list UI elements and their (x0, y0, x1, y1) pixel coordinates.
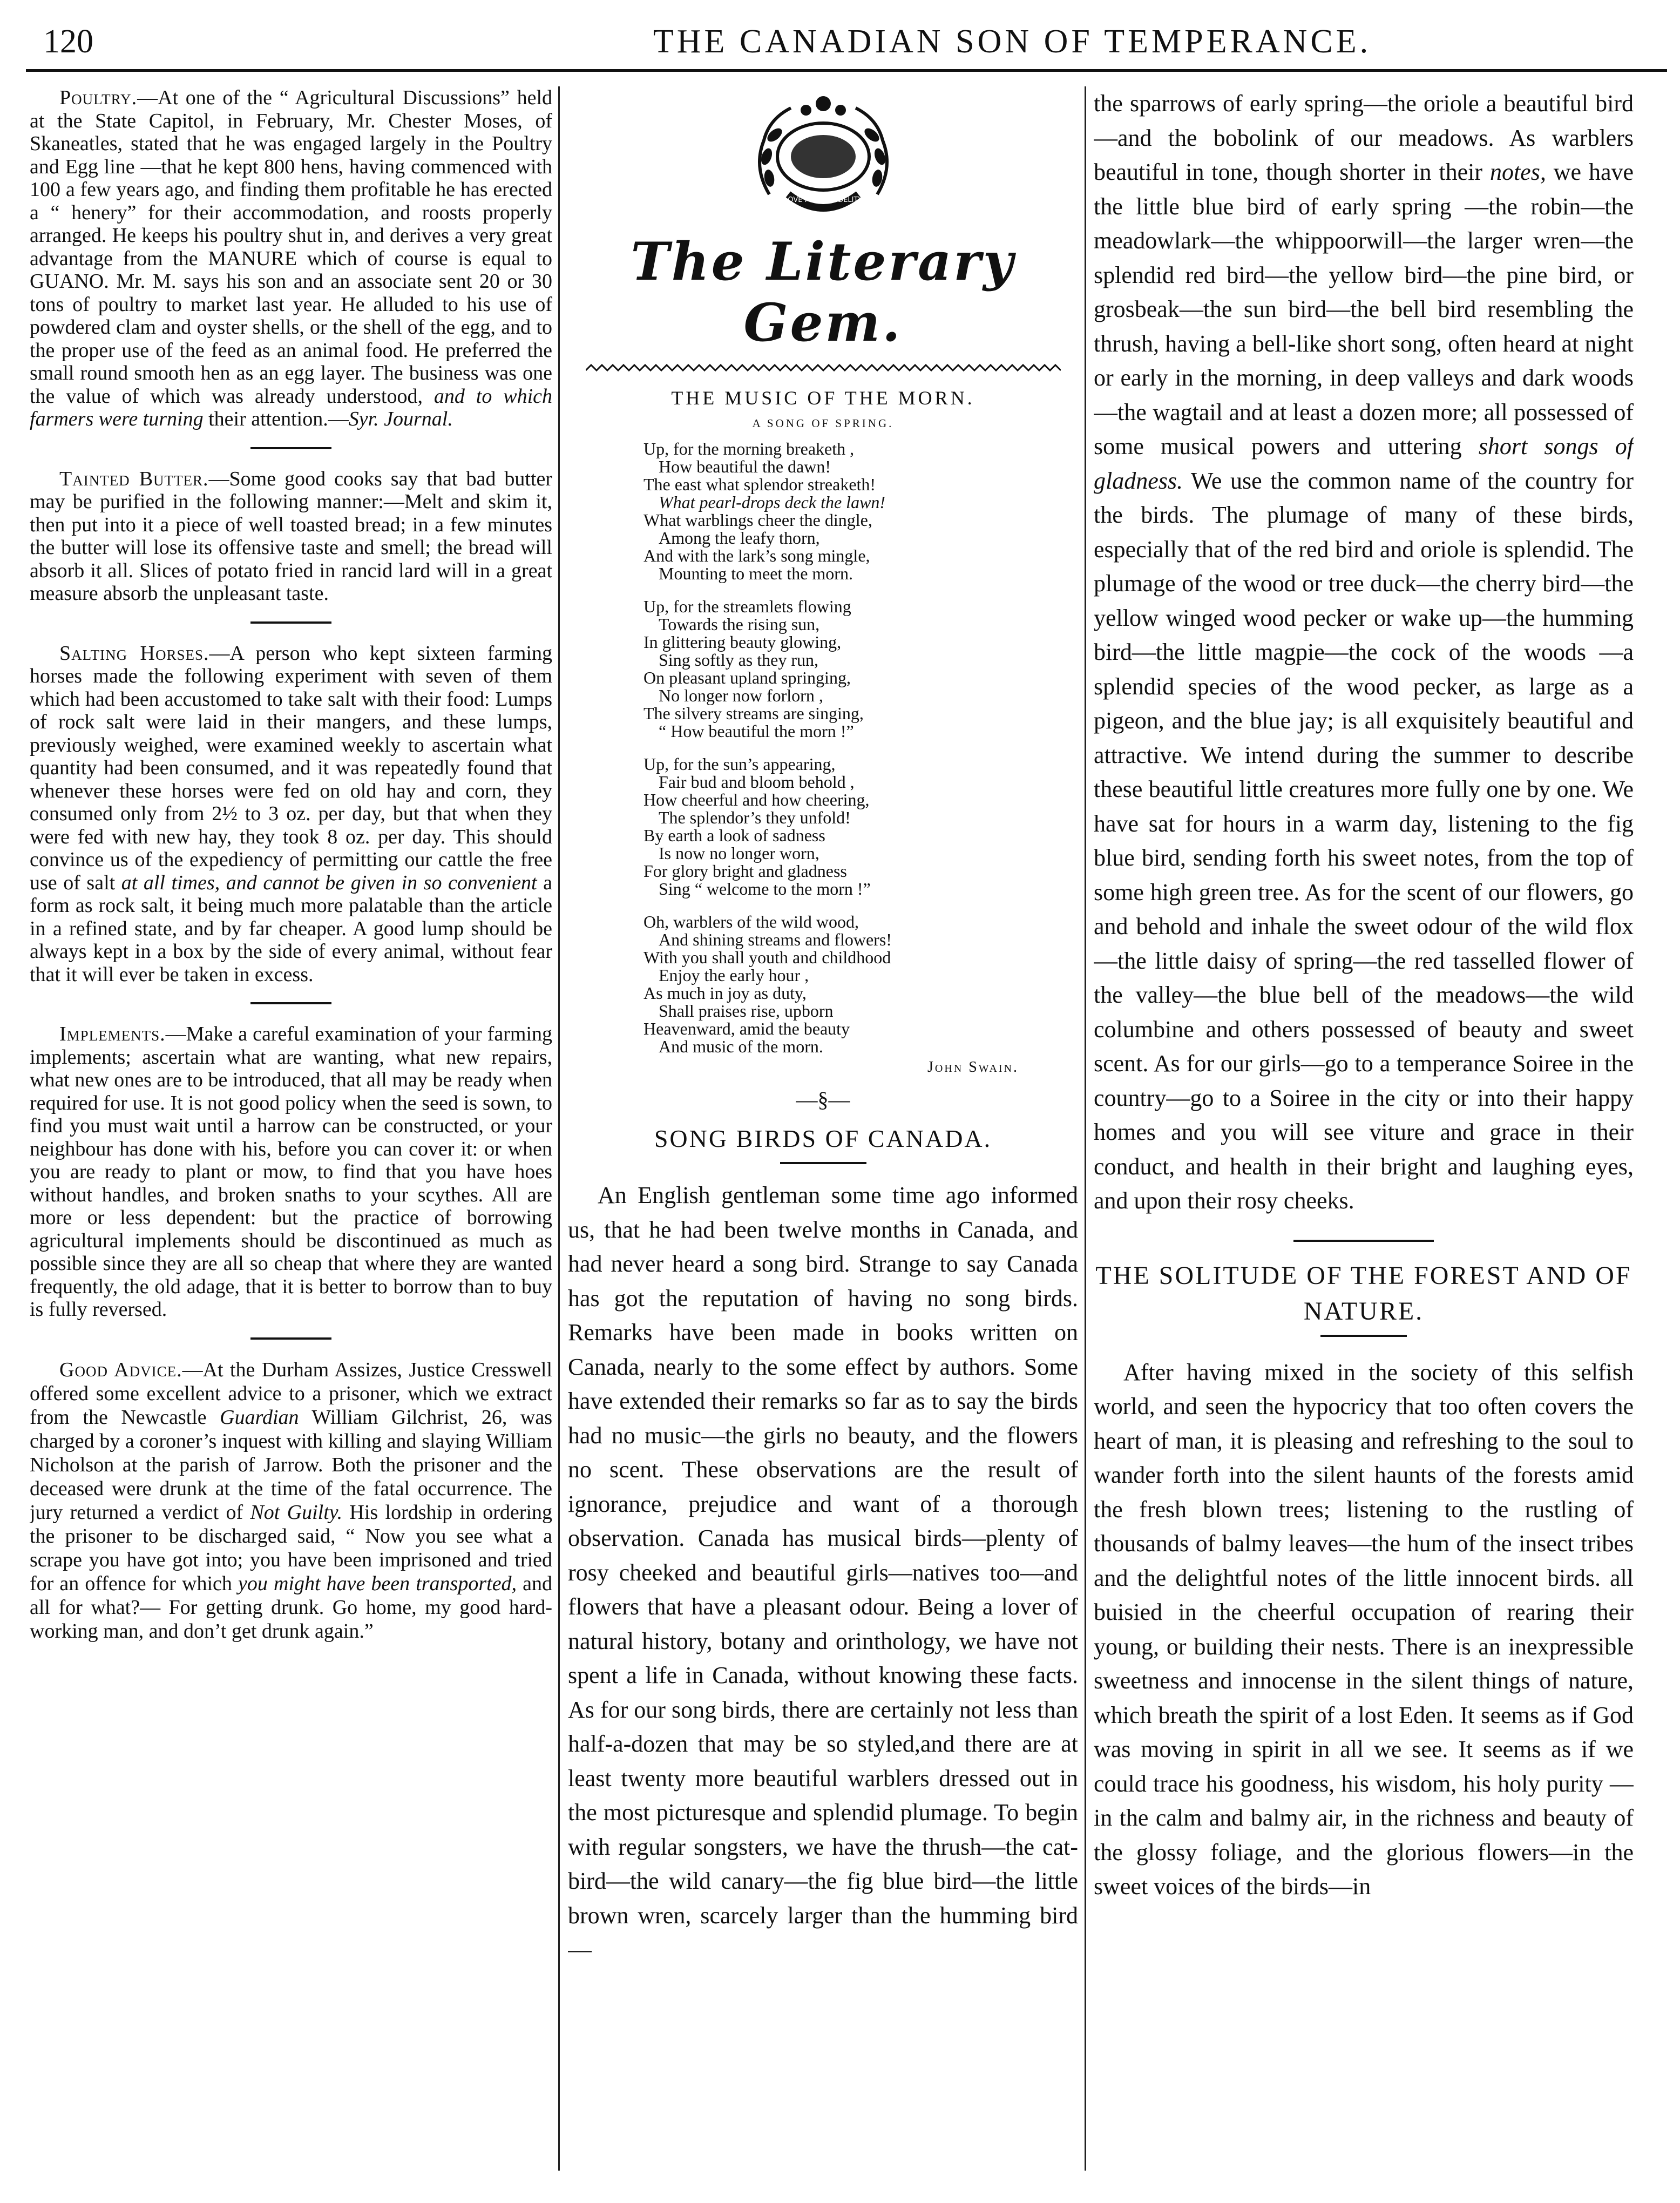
zigzag-divider (586, 363, 1061, 373)
column-right (1094, 86, 1634, 2181)
article-head: Implements. (59, 1023, 166, 1045)
article-solitude: After having mixed in the society of this selfish world, and seen the hypocricy that too often covers the heart of man, it is pleasing and refreshing to the soul to wander forth into the silent haunts of the forests amid the fresh blown trees; listening to the rustling of thousands of balmy leaves—the hum of the insect tribes and the delightful notes of the little innocent birds. all buisied in the cheerful occupation of rearing their young, or building their nests. There is an inexpressible sweetness and innocense in the silent things of nature, which breath the spirit of a lost Eden. It seems as if God was moving in spirit in all we see. It seems as if we could trace his goodness, his wisdom, his holy purity — in the calm and balmy air, in the richness and beauty of the glossy foliage, and the glorious flowers—in the sweet voices of the birds—in (1094, 1359, 1634, 1900)
emblem-motto: LOVE PURITY FIDELITY (784, 196, 862, 204)
column-middle (568, 86, 1078, 2181)
column-left (30, 86, 552, 2181)
article-poultry: Poultry.—At one of the “ Agricultural Discussions” held at the State Capitol, in February, Mr. Chester Moses, of Skaneatles, stated that he was engaged largely in the Poultry and Egg line —that he kept 800 hens, having commenced with 100 a few years ago, and finding them profitable he has erected a “ henery” for their accommodation, and roosts properly arranged. He keeps his poultry shut in, and derives a very great advantage from the MANURE which of course is equal to GUANO. Mr. M. says his son and an associate sent 20 or 30 tons of poultry to market last year. He alluded to his use of powdered clam and oyster shells, or the shell of the egg, and to the proper use of the feed as an animal food. He preferred the small round smooth hen as an egg layer. The business was one the value of which was already understood, and to which farmers were turning their attention.—Syr. Journal. (30, 86, 552, 430)
article-head: Salting Horses. (59, 641, 209, 665)
divider-rule (250, 447, 331, 449)
divider-rule (1320, 1335, 1407, 1337)
temperance-emblem-icon (737, 86, 910, 227)
article-tainted-butter: Tainted Butter.—Some good cooks say that bad butter may be purified in the following manner:—Melt and skim it, then put into it a piece of well toasted bread; in a few minutes the butter will lose its offensive taste and smell; the bread will absorb it all. Slices of potato fried in rancid lard will in a great measure absorb the unpleasant taste. (30, 467, 552, 605)
article-title-song-birds: SONG BIRDS OF CANADA. (654, 1125, 992, 1152)
column-divider (558, 86, 560, 2171)
poem-stanza: Up, for the morning breaketh , How beautiful the dawn! The east what splendor streaketh! What pearl-drops deck the lawn! What warblings cheer the dingle, Among the leafy thorn, And with the lark’s song mingle, Mounting to meet the morn. (643, 439, 886, 583)
article-salting-horses: Salting Horses.—A person who kept sixteen farming horses made the following experiment with seven of them which had been accustomed to take salt with their food: Lumps of rock salt were laid in their mangers, and these lumps, previously weighed, were examined weekly to ascertain what quantity had been consumed, and it was repeatedly found that whenever these horses were fed on old hay and corn, they consumed only from 2½ to 3 oz. per day, but that when they were fed with new hay, they took 8 oz. per day. This should convince us of the expediency of permitting our cattle the free use of salt at all times, and cannot be given in so convenient a form as rock salt, it being much more palatable than the article in a refined state, and by far cheaper. A good lump should be always kept in a box by the side of every animal, without fear that it will ever be taken in excess. (30, 641, 552, 986)
divider-rule (250, 1002, 331, 1004)
masthead-title: THE CANADIAN SON OF TEMPERANCE. (653, 23, 1372, 60)
divider-rule (250, 621, 331, 624)
poem-author: John Swain. (927, 1059, 1019, 1076)
divider-rule (780, 1162, 866, 1164)
article-song-birds: An English gentleman some time ago informed us, that he had been twelve months in Canada, and had never heard a song bird. Strange to say Canada has got the reputation of having no song birds. Remarks have been made in books written on Canada, nearly to the some effect by authors. Some have extended their remarks so far as to say the birds had no music—the girls no beauty, and the flowers no scent. These observations are the result of ignorance, prejudice and want of a thorough observation. Canada has musical birds—plenty of rosy cheeked and beautiful girls—natives too—and flowers that have a pleasant odour. Being a lover of natural history, botany and orinthology, we have not spent a life in Canada, without knowing these facts. As for our song birds, there are certainly not less than half-a-dozen that may be so styled,and there are at least twenty more beautiful warblers dressed out in the most picturesque and splendid plumage. To begin with regular songsters, we have the thrush—the cat-bird—the wild canary—the fig blue bird—the little brown wren, scarcely larger than the humming bird— (568, 1182, 1078, 1963)
article-good-advice: Good Advice.—At the Durham Assizes, Justice Cresswell offered some excellent advice to a prisoner, which we extract from the Newcastle Guardian William Gilchrist, 26, was charged by a coroner’s inquest with killing and slaying William Nicholson at the parish of Jarrow. Both the prisoner and the deceased were drunk at the time of the fatal occurrence. The jury returned a verdict of Not Guilty. His lordship in ordering the prisoner to be discharged said, “ Now you see what a scrape you have got into; you have been imprisoned and tried for an offence for which you might have been transported, and all for what?— For getting drunk. Go home, my good hard-working man, and don’t get drunk again.” (30, 1358, 552, 1643)
article-head: Tainted Butter. (59, 467, 209, 490)
column-divider (1085, 86, 1086, 2171)
page-number: 120 (43, 23, 93, 60)
section-masthead: The Literary Gem. (631, 231, 1015, 353)
divider-rule (1293, 1240, 1434, 1242)
poem-subtitle: A SONG OF SPRING. (752, 417, 894, 430)
article-head: Good Advice. (59, 1358, 182, 1381)
divider-rule (250, 1337, 331, 1340)
section-ornament: —§— (796, 1087, 850, 1112)
poem-stanza: Up, for the sun’s appearing, Fair bud and bloom behold , How cheerful and how cheering, The splendor’s they unfold! By earth a look of sadness Is now no longer worn, For glory bright and gladness Sing “ welcome to the morn !” (643, 754, 871, 898)
article-head: Poultry. (59, 86, 138, 109)
article-song-birds-continued: the sparrows of early spring—the oriole a beautiful bird—and the bobolink of our meadows. As warblers beautiful in tone, though shorter in their notes, we have the little blue bird of early spring —the robin—the meadowlark—the whippoorwill—the larger wren—the splendid red bird—the yellow bird—the pine bird, or grosbeak—the sun bird—the bell bird resembling the thrush, having a bell-like short song, often heard at night or early in the morning, in deep valleys and dark woods—the wagtail and at least a dozen more; all possessed of some musical powers and uttering short songs of gladness. We use the common name of the country for the birds. The plumage of many of these birds, especially that of the red bird and oriole is splendid. The plumage of the wood or tree duck—the cherry bird—the yellow winged wood pecker or wake up—the humming bird—the little magpie—the cock of the woods —a splendid species of the wood pecker, as large as a pigeon, and the blue jay; is all exquisitely beautiful and attractive. We intend during the summer to describe these beautiful little creatures more fully one by one. We have sat for hours in a warm day, listening to the fig blue bird, sending forth his sweet notes, from the top of some high green tree. As for the scent of our flowers, go and behold and inhale the sweet odour of the wild flox—the little daisy of spring—the red tasselled flower of the valley—the blue bell of the meadows—the wild columbine and others possessed of beauty and sweet scent. As for our girls—go to a temperance Soiree in the country—go to a Soiree in the city or into their happy homes and you will see viture and grace in their conduct, and health in their bright and laughing eyes, and upon their rosy cheeks. (1094, 90, 1634, 1214)
article-implements: Implements.—Make a careful examination of your farming implements; ascertain what are wanting, what new repairs, what new ones are to be introduced, that all may be ready when required for use. It is not good policy when the seed is sown, to find you must wait until a harrow can be constructed, or your neighbour has done with his, before you can cover it: or when you are ready to plant or mow, to find that you have hoes without handles, and broken snaths to your scythes. All are more or less dependent: but the practice of borrowing agricultural implements should be discontinued as much as possible since they are all so cheap that where they are wanted frequently, the old adage, that it is better to borrow than to buy is fully reversed. (30, 1023, 552, 1321)
poem-stanza: Oh, warblers of the wild wood, And shining streams and flowers! With you shall youth and childhood Enjoy the early hour , As much in joy as duty, Shall praises rise, upborn Heavenward, amid the beauty And music of the morn. (643, 912, 892, 1056)
poem-title: THE MUSIC OF THE MORN. (671, 387, 975, 409)
article-title-solitude: THE SOLITUDE OF THE FOREST AND OF NATURE. (1095, 1261, 1632, 1326)
poem-stanza: Up, for the streamlets flowing Towards the rising sun, In glittering beauty glowing, Sing softly as they run, On pleasant upland springing, No longer now forlorn , The silvery streams are singing, “ How beautiful the morn !” (643, 597, 864, 741)
header-rule (26, 69, 1667, 72)
